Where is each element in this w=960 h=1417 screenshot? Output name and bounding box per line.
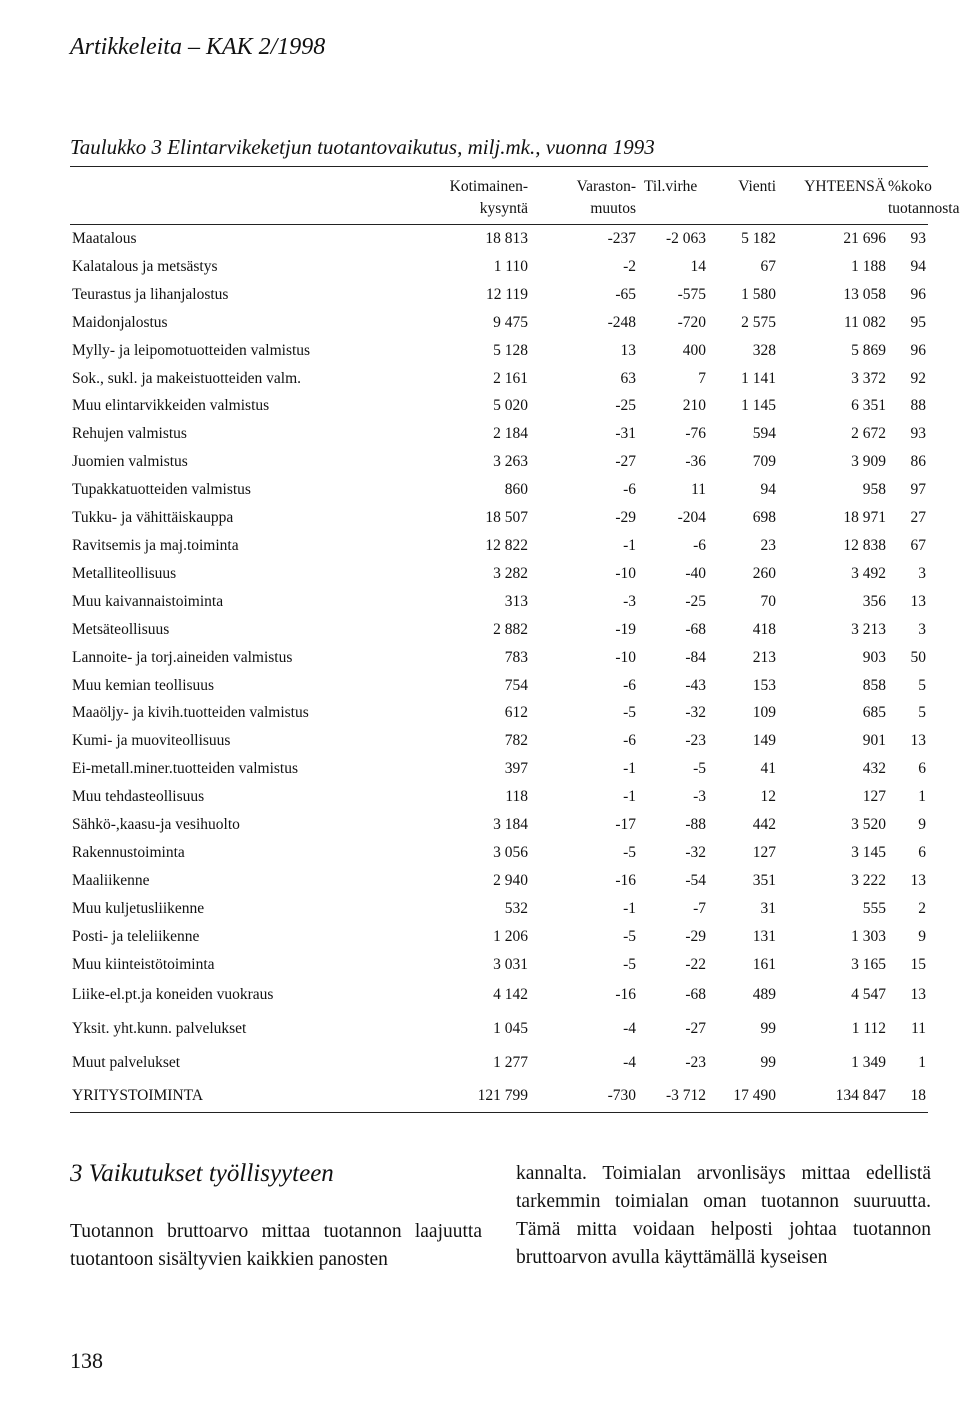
table-row — [70, 392, 928, 420]
cell-tilvirhe: -84 — [685, 648, 706, 666]
cell-yht: 3 213 — [851, 620, 886, 638]
cell-name: Teurastus ja lihanjalostus — [72, 285, 229, 303]
cell-vienti: 23 — [760, 536, 776, 554]
cell-koti: 121 799 — [477, 1087, 528, 1105]
cell-name: Muu elintarvikkeiden valmistus — [72, 397, 270, 415]
cell-vienti: 99 — [760, 1020, 776, 1038]
cell-tilvirhe: -3 — [693, 788, 706, 806]
cell-name: Rakennustoiminta — [72, 843, 185, 861]
cell-tilvirhe: -68 — [685, 986, 706, 1004]
cell-vienti: 260 — [752, 564, 776, 582]
cell-tilvirhe: -27 — [685, 1020, 706, 1038]
cell-tilvirhe: -720 — [677, 313, 706, 331]
cell-pct: 5 — [918, 676, 926, 694]
cell-name: Kalatalous ja metsästys — [72, 257, 218, 275]
cell-name: Sok., sukl. ja makeistuotteiden valm. — [72, 369, 302, 387]
table-row — [70, 1012, 928, 1046]
cell-name: YRITYSTOIMINTA — [72, 1087, 204, 1105]
cell-tilvirhe: -23 — [685, 732, 706, 750]
cell-vienti: 153 — [752, 676, 776, 694]
cell-vienti: 442 — [752, 816, 776, 834]
cell-pct: 1 — [918, 1054, 926, 1072]
cell-yht: 21 696 — [843, 230, 886, 247]
table-caption: Taulukko 3 Elintarvikeketjun tuotantovaikutus, milj.mk., vuonna 1993 — [70, 135, 655, 159]
cell-tilvirhe: -36 — [685, 453, 706, 471]
table-body — [70, 225, 928, 1113]
cell-varasto: 63 — [620, 369, 636, 387]
cell-pct: 27 — [910, 509, 926, 527]
page-number: 138 — [70, 1348, 103, 1373]
cell-yht: 11 082 — [843, 313, 886, 331]
cell-koti: 2 161 — [493, 369, 528, 387]
table-row — [70, 867, 928, 895]
cell-varasto: -6 — [623, 676, 636, 694]
cell-yht: 4 547 — [851, 986, 886, 1004]
cell-vienti: 109 — [752, 704, 776, 722]
cell-vienti: 127 — [752, 843, 776, 861]
cell-tilvirhe: -76 — [685, 425, 706, 443]
cell-pct: 13 — [910, 871, 926, 889]
cell-vienti: 418 — [752, 620, 776, 638]
cell-tilvirhe: -68 — [685, 620, 706, 638]
cell-pct: 6 — [918, 843, 926, 861]
cell-tilvirhe: 400 — [682, 341, 706, 359]
data-table-container — [70, 166, 960, 1113]
cell-name: Posti- ja teleliikenne — [72, 927, 200, 945]
cell-varasto: -2 — [623, 257, 636, 275]
cell-vienti: 328 — [752, 341, 776, 359]
cell-yht: 1 188 — [851, 257, 886, 275]
cell-yht: 6 351 — [851, 397, 886, 415]
cell-koti: 1 110 — [493, 257, 528, 275]
cell-tilvirhe: -29 — [685, 927, 706, 945]
cell-vienti: 5 182 — [741, 230, 776, 247]
table-row — [70, 672, 928, 700]
cell-pct: 3 — [918, 620, 926, 638]
table-row — [70, 755, 928, 783]
cell-varasto: -730 — [607, 1087, 636, 1105]
cell-tilvirhe: -7 — [693, 899, 706, 917]
table-row — [70, 811, 928, 839]
cell-varasto: -31 — [615, 425, 636, 443]
cell-name: Muu kaivannaistoiminta — [72, 592, 224, 610]
cell-pct: 93 — [910, 230, 926, 247]
table-row — [70, 337, 928, 365]
cell-name: Maaliikenne — [72, 871, 150, 889]
table-row — [70, 476, 928, 504]
cell-vienti: 67 — [760, 257, 776, 275]
table-total-row — [70, 1080, 928, 1113]
cell-pct: 86 — [910, 453, 926, 471]
cell-vienti: 1 580 — [741, 285, 776, 303]
cell-vienti: 99 — [760, 1054, 776, 1072]
cell-vienti: 94 — [760, 481, 776, 499]
cell-name: Maaöljy- ja kivih.tuotteiden valmistus — [72, 704, 309, 722]
cell-varasto: 13 — [620, 341, 636, 359]
cell-yht: 1 112 — [851, 1020, 886, 1038]
cell-koti: 4 142 — [493, 986, 528, 1004]
cell-varasto: -1 — [623, 760, 636, 778]
cell-koti: 12 822 — [485, 536, 528, 554]
cell-pct: 3 — [918, 564, 926, 582]
cell-tilvirhe: -22 — [685, 955, 706, 973]
cell-koti: 313 — [504, 592, 528, 610]
cell-vienti: 489 — [752, 986, 776, 1004]
cell-name: Yksit. yht.kunn. palvelukset — [72, 1020, 247, 1038]
cell-name: Ei-metall.miner.tuotteiden valmistus — [72, 760, 298, 778]
cell-varasto: -27 — [615, 453, 636, 471]
cell-tilvirhe: -54 — [685, 871, 706, 889]
cell-varasto: -10 — [615, 648, 636, 666]
cell-vienti: 351 — [752, 871, 776, 889]
cell-koti: 118 — [505, 788, 528, 806]
cell-pct: 5 — [918, 704, 926, 722]
cell-name: Kumi- ja muoviteollisuus — [72, 732, 231, 750]
cell-yht: 685 — [862, 704, 886, 722]
cell-vienti: 131 — [752, 927, 776, 945]
header-tilvirhe: Til.virhe — [644, 178, 698, 195]
cell-tilvirhe: -25 — [685, 592, 706, 610]
cell-koti: 5 020 — [493, 397, 528, 415]
table-row — [70, 420, 928, 448]
cell-vienti: 41 — [760, 760, 776, 778]
header-koko: %koko tuotannosta — [888, 178, 960, 217]
cell-pct: 15 — [910, 955, 926, 973]
cell-vienti: 161 — [752, 955, 776, 973]
cell-vienti: 2 575 — [741, 313, 776, 331]
table-row — [70, 1046, 928, 1080]
table-row — [70, 588, 928, 616]
cell-name: Metsäteollisuus — [72, 620, 170, 638]
header-kotimainen: Kotimainen- kysyntä — [449, 178, 528, 217]
cell-name: Muu tehdasteollisuus — [72, 788, 205, 806]
cell-yht: 3 520 — [851, 816, 886, 834]
cell-koti: 532 — [504, 899, 528, 917]
table-row — [70, 978, 928, 1012]
cell-name: Tupakkatuotteiden valmistus — [72, 481, 251, 499]
cell-name: Liike-el.pt.ja koneiden vuokraus — [72, 986, 274, 1004]
cell-koti: 3 184 — [493, 816, 528, 834]
cell-varasto: -6 — [623, 481, 636, 499]
cell-varasto: -10 — [615, 564, 636, 582]
cell-tilvirhe: -43 — [685, 676, 706, 694]
cell-koti: 1 277 — [493, 1054, 528, 1072]
cell-name: Muu kiinteistötoiminta — [72, 955, 215, 973]
cell-name: Sähkö-,kaasu-ja vesihuolto — [72, 816, 240, 834]
cell-yht: 18 971 — [843, 509, 886, 527]
cell-yht: 858 — [862, 676, 886, 694]
cell-koti: 9 475 — [493, 313, 528, 331]
table-row — [70, 365, 928, 393]
table-row — [70, 923, 928, 951]
table-row — [70, 727, 928, 755]
header-blank — [70, 167, 370, 225]
cell-varasto: -16 — [615, 986, 636, 1004]
cell-varasto: -17 — [615, 816, 636, 834]
left-paragraph: Tuotannon bruttoarvo mittaa tuotannon laajuutta tuotantoon sisältyvien kaikkien panosten — [70, 1221, 482, 1270]
cell-name: Maidonjalostus — [72, 313, 168, 331]
cell-pct: 1 — [918, 788, 926, 806]
cell-koti: 2 940 — [493, 871, 528, 889]
table-row — [70, 895, 928, 923]
cell-pct: 11 — [911, 1020, 926, 1038]
cell-koti: 5 128 — [493, 341, 528, 359]
cell-yht: 1 349 — [851, 1054, 886, 1072]
cell-varasto: -16 — [615, 871, 636, 889]
cell-tilvirhe: -88 — [685, 816, 706, 834]
section-title: 3 Vaikutukset työllisyyteen — [70, 1160, 334, 1187]
cell-name: Rehujen valmistus — [72, 425, 187, 443]
cell-varasto: -4 — [623, 1054, 636, 1072]
cell-tilvirhe: 210 — [682, 397, 706, 415]
cell-koti: 783 — [504, 648, 528, 666]
cell-name: Tukku- ja vähittäiskauppa — [72, 509, 234, 527]
cell-yht: 134 847 — [835, 1087, 886, 1105]
cell-koti: 1 045 — [493, 1020, 528, 1038]
cell-koti: 397 — [504, 760, 528, 778]
cell-yht: 3 492 — [851, 564, 886, 582]
cell-pct: 88 — [910, 397, 926, 415]
cell-koti: 12 119 — [485, 285, 528, 303]
cell-pct: 13 — [910, 732, 926, 750]
cell-koti: 1 206 — [493, 927, 528, 945]
cell-yht: 555 — [862, 899, 886, 917]
cell-koti: 2 184 — [493, 425, 528, 443]
cell-yht: 12 838 — [843, 536, 886, 554]
cell-name: Mylly- ja leipomotuotteiden valmistus — [72, 341, 311, 359]
cell-tilvirhe: -23 — [685, 1054, 706, 1072]
cell-koti: 18 507 — [485, 509, 528, 527]
cell-varasto: -4 — [623, 1020, 636, 1038]
cell-tilvirhe: -32 — [685, 843, 706, 861]
cell-pct: 96 — [910, 285, 926, 303]
cell-varasto: -237 — [607, 230, 636, 247]
cell-pct: 94 — [910, 257, 926, 275]
cell-pct: 18 — [910, 1087, 926, 1105]
right-paragraph: kannalta. Toimialan arvonlisäys mittaa edellistä tarkemmin toimialan oman tuotannon suuruutta. Tämä mitta voidaan helposti johtaa tuotannon bruttoarvon avulla käyttämällä kyseisen — [516, 1163, 931, 1268]
running-header: Artikkeleita – KAK 2/1998 — [70, 34, 326, 60]
cell-koti: 3 031 — [493, 955, 528, 973]
cell-varasto: -29 — [615, 509, 636, 527]
cell-vienti: 709 — [752, 453, 776, 471]
cell-tilvirhe: -5 — [693, 760, 706, 778]
table-row — [70, 783, 928, 811]
cell-vienti: 12 — [760, 788, 776, 806]
table-row — [70, 699, 928, 727]
table-row — [70, 644, 928, 672]
cell-name: Maatalous — [72, 230, 137, 247]
cell-tilvirhe: 11 — [691, 481, 706, 499]
cell-pct: 9 — [918, 927, 926, 945]
cell-pct: 67 — [910, 536, 926, 554]
cell-koti: 860 — [504, 481, 528, 499]
cell-varasto: -5 — [623, 955, 636, 973]
cell-varasto: -25 — [615, 397, 636, 415]
cell-name: Lannoite- ja torj.aineiden valmistus — [72, 648, 293, 666]
cell-pct: 96 — [910, 341, 926, 359]
cell-koti: 3 263 — [493, 453, 528, 471]
cell-yht: 5 869 — [851, 341, 886, 359]
cell-tilvirhe: 7 — [698, 369, 706, 387]
cell-pct: 93 — [910, 425, 926, 443]
cell-tilvirhe: -40 — [685, 564, 706, 582]
cell-varasto: -1 — [623, 899, 636, 917]
cell-tilvirhe: -6 — [693, 536, 706, 554]
cell-name: Muut palvelukset — [72, 1054, 181, 1072]
cell-varasto: -3 — [623, 592, 636, 610]
cell-vienti: 70 — [760, 592, 776, 610]
cell-tilvirhe: -32 — [685, 704, 706, 722]
table-row — [70, 951, 928, 979]
cell-varasto: -65 — [615, 285, 636, 303]
cell-tilvirhe: 14 — [690, 257, 706, 275]
cell-koti: 18 813 — [485, 230, 528, 247]
cell-yht: 901 — [862, 732, 886, 750]
header-vienti: Vienti — [738, 178, 776, 195]
cell-yht: 127 — [862, 788, 886, 806]
table-row — [70, 309, 928, 337]
cell-koti: 3 282 — [493, 564, 528, 582]
cell-name: Muu kuljetusliikenne — [72, 899, 205, 917]
cell-varasto: -1 — [623, 536, 636, 554]
table-header-row — [70, 167, 928, 225]
table-row — [70, 504, 928, 532]
cell-yht: 1 303 — [851, 927, 886, 945]
cell-pct: 13 — [910, 592, 926, 610]
cell-koti: 2 882 — [493, 620, 528, 638]
cell-vienti: 698 — [752, 509, 776, 527]
cell-vienti: 213 — [752, 648, 776, 666]
cell-varasto: -19 — [615, 620, 636, 638]
cell-yht: 958 — [862, 481, 886, 499]
cell-yht: 3 372 — [851, 369, 886, 387]
cell-pct: 50 — [910, 648, 926, 666]
cell-yht: 3 222 — [851, 871, 886, 889]
table-row — [70, 225, 928, 253]
cell-pct: 97 — [910, 481, 926, 499]
cell-pct: 95 — [910, 313, 926, 331]
cell-vienti: 149 — [752, 732, 776, 750]
cell-varasto: -5 — [623, 704, 636, 722]
cell-tilvirhe: -204 — [677, 509, 706, 527]
cell-tilvirhe: -3 712 — [665, 1087, 706, 1105]
cell-pct: 2 — [918, 899, 926, 917]
header-yhteensa: YHTEENSÄ — [804, 178, 886, 195]
table-row — [70, 532, 928, 560]
cell-koti: 754 — [504, 676, 528, 694]
cell-yht: 3 909 — [851, 453, 886, 471]
cell-vienti: 17 490 — [733, 1087, 776, 1105]
cell-yht: 432 — [862, 760, 886, 778]
table-row — [70, 839, 928, 867]
cell-name: Metalliteollisuus — [72, 564, 177, 582]
cell-pct: 13 — [910, 986, 926, 1004]
cell-varasto: -248 — [607, 313, 636, 331]
table-row — [70, 281, 928, 309]
table-row — [70, 448, 928, 476]
cell-name: Ravitsemis ja maj.toiminta — [72, 536, 239, 554]
header-varasto: Varaston- muutos — [576, 178, 636, 217]
cell-vienti: 1 141 — [741, 369, 776, 387]
table-row — [70, 253, 928, 281]
cell-yht: 3 145 — [851, 843, 886, 861]
cell-vienti: 594 — [752, 425, 776, 443]
table-row — [70, 616, 928, 644]
table-row — [70, 560, 928, 588]
cell-tilvirhe: -2 063 — [665, 230, 706, 247]
cell-varasto: -1 — [623, 788, 636, 806]
cell-pct: 6 — [918, 760, 926, 778]
cell-vienti: 1 145 — [741, 397, 776, 415]
cell-pct: 9 — [918, 816, 926, 834]
cell-koti: 3 056 — [493, 843, 528, 861]
cell-varasto: -5 — [623, 843, 636, 861]
cell-name: Juomien valmistus — [72, 453, 188, 471]
cell-vienti: 31 — [760, 899, 776, 917]
cell-yht: 2 672 — [851, 425, 886, 443]
cell-varasto: -5 — [623, 927, 636, 945]
cell-koti: 782 — [504, 732, 528, 750]
production-table — [70, 167, 960, 1113]
cell-yht: 356 — [862, 592, 886, 610]
cell-yht: 903 — [862, 648, 886, 666]
cell-name: Muu kemian teollisuus — [72, 676, 215, 694]
cell-koti: 612 — [504, 704, 528, 722]
cell-pct: 92 — [910, 369, 926, 387]
cell-varasto: -6 — [623, 732, 636, 750]
cell-yht: 13 058 — [843, 285, 886, 303]
cell-tilvirhe: -575 — [677, 285, 706, 303]
cell-yht: 3 165 — [851, 955, 886, 973]
